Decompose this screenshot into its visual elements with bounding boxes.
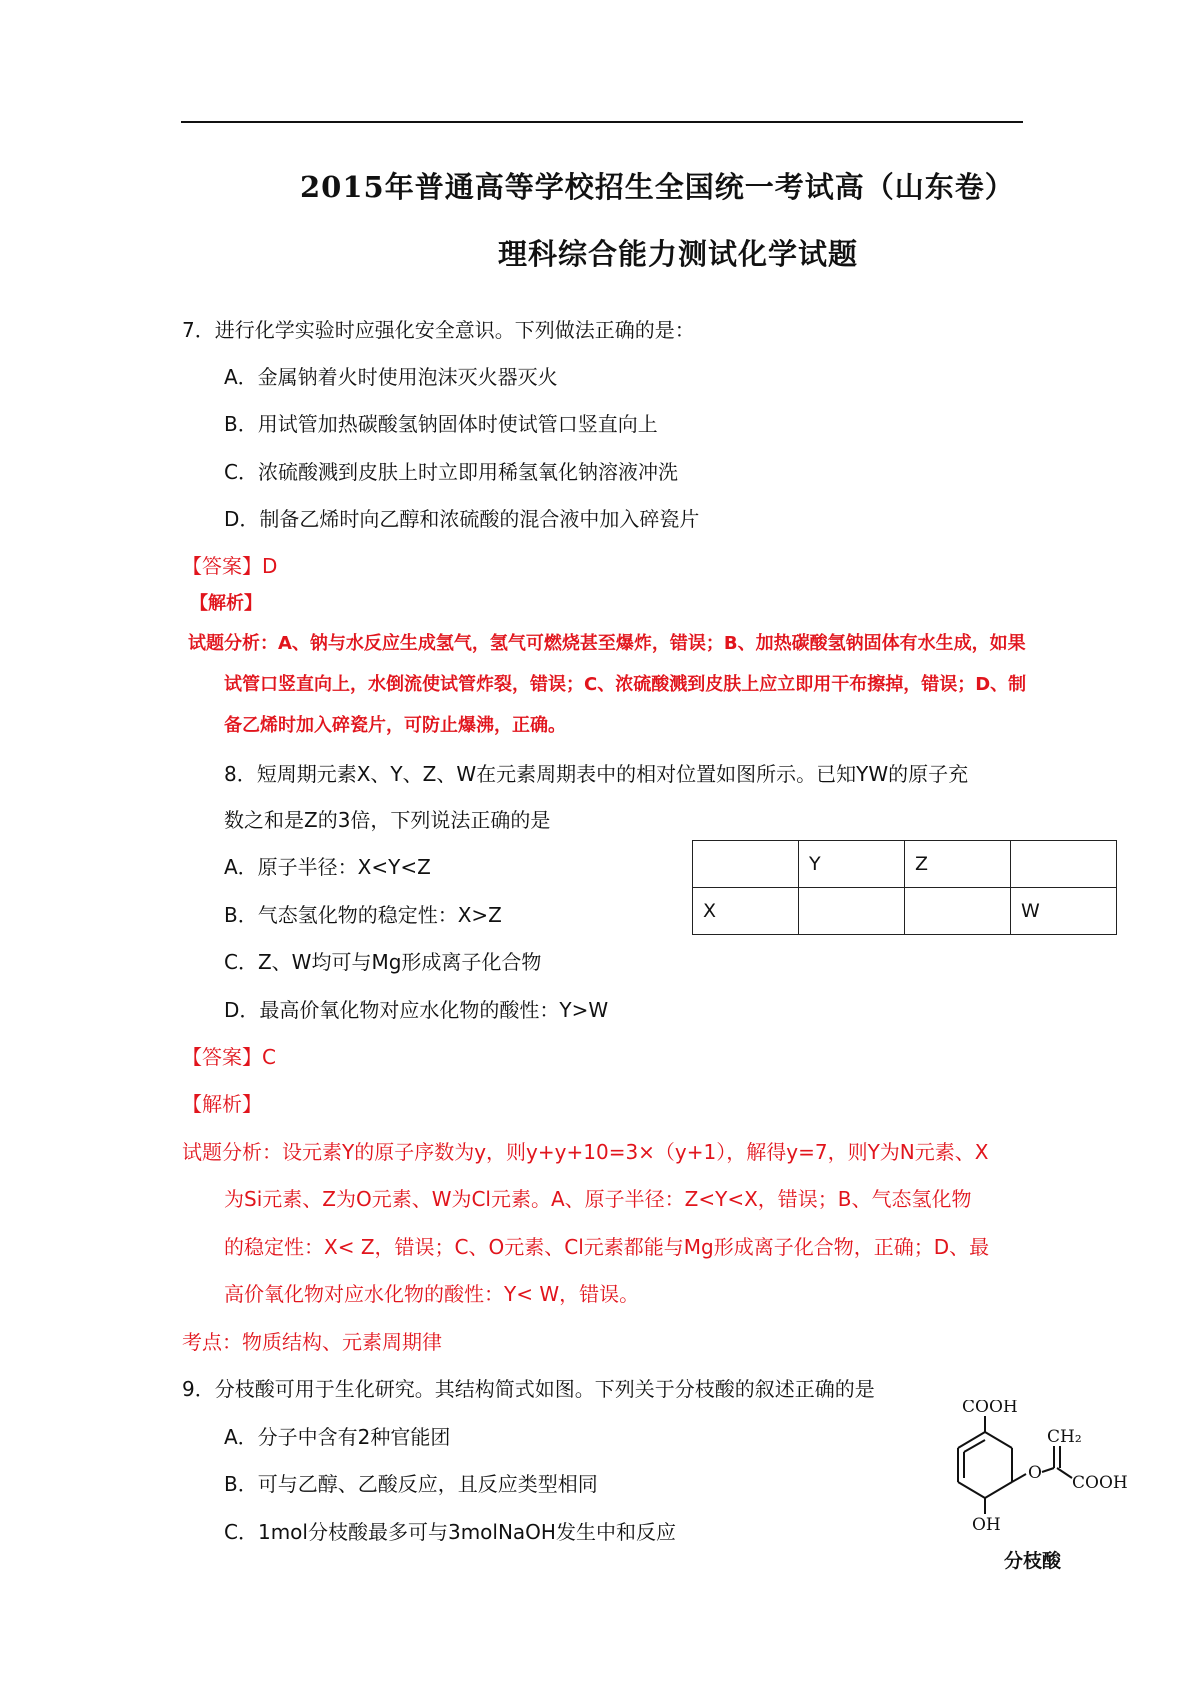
q7-option-c: C．浓硫酸溅到皮肤上时立即用稀氢氧化钠溶液冲洗 (224, 460, 678, 484)
table-cell (799, 888, 905, 935)
q8-answer-label: 【答案】 (182, 1045, 262, 1069)
q7-answer-value: D (262, 554, 278, 578)
table-cell: Y (799, 841, 905, 888)
structure-label: COOH (962, 1400, 1018, 1417)
q7-option-d: D．制备乙烯时向乙醇和浓硫酸的混合液中加入碎瓷片 (224, 507, 700, 531)
table-cell (905, 888, 1011, 935)
q8-option-b: B．气态氢化物的稳定性：X>Z (224, 903, 502, 927)
q9-option-c: C．1mol分枝酸最多可与3molNaOH发生中和反应 (224, 1520, 676, 1544)
q8-analysis-label: 【解析】 (182, 1092, 262, 1116)
periodic-table-fragment (692, 840, 1117, 935)
q7-option-a: A．金属钠着火时使用泡沫灭火器灭火 (224, 365, 558, 389)
q8-answer (182, 1045, 276, 1069)
q9-option-b: B．可与乙醇、乙酸反应，且反应类型相同 (224, 1472, 598, 1496)
table-cell (1011, 841, 1117, 888)
table-cell (693, 841, 799, 888)
q7-analysis-line: 试管口竖直向上，水倒流使试管炸裂，错误；C、浓硫酸溅到皮肤上应立即用干布擦掉，错误；D、制 (224, 674, 1027, 695)
q9-stem: 9．分枝酸可用于生化研究。其结构简式如图。下列关于分枝酸的叙述正确的是 (182, 1377, 875, 1401)
exam-title: 2015年普通高等学校招生全国统一考试高（山东卷） (300, 170, 1015, 204)
q7-option-b: B．用试管加热碳酸氢钠固体时使试管口竖直向上 (224, 412, 658, 436)
q7-analysis-label: 【解析】 (190, 593, 262, 614)
structure-label: COOH (1072, 1473, 1128, 1493)
q7-answer (182, 554, 277, 578)
table-cell: X (693, 888, 799, 935)
table-row (693, 841, 1117, 888)
q8-analysis-line: 试题分析：设元素Y的原子序数为y，则y+y+10=3×（y+1），解得y=7，则Y为N元素、X (182, 1140, 989, 1164)
structure-label: CH₂ (1047, 1427, 1082, 1447)
q9-option-a: A．分子中含有2种官能团 (224, 1425, 451, 1449)
q8-stem-cont: 数之和是Z的3倍，下列说法正确的是 (224, 808, 551, 832)
structure-label: OH (972, 1515, 1001, 1535)
exam-subtitle: 理科综合能力测试化学试题 (498, 237, 859, 271)
q7-answer-label: 【答案】 (182, 554, 262, 578)
table-cell: W (1011, 888, 1117, 935)
q7-analysis-line: 试题分析：A、钠与水反应生成氢气，氢气可燃烧甚至爆炸，错误；B、加热碳酸氢钠固体有水生成，如果 (188, 633, 1026, 654)
q8-stem: 8．短周期元素X、Y、Z、W在元素周期表中的相对位置如图所示。已知YW的原子充 (224, 762, 969, 786)
table-row (693, 888, 1117, 935)
structure-drawing (930, 1400, 1130, 1550)
q7-analysis-line: 备乙烯时加入碎瓷片，可防止爆沸，正确。 (224, 715, 566, 736)
structure-name: 分枝酸 (1004, 1550, 1062, 1572)
header-rule (181, 121, 1023, 123)
q7-stem: 7．进行化学实验时应强化安全意识。下列做法正确的是： (182, 318, 695, 342)
q8-answer-value: C (262, 1045, 276, 1069)
q8-analysis-line: 高价氧化物对应水化物的酸性：Y< W，错误。 (224, 1282, 640, 1306)
q8-option-a: A．原子半径：X<Y<Z (224, 855, 431, 879)
structure-label: O (1028, 1463, 1042, 1483)
table-cell: Z (905, 841, 1011, 888)
q8-option-d: D．最高价氧化物对应水化物的酸性：Y>W (224, 998, 609, 1022)
q8-kaodian: 考点：物质结构、元素周期律 (182, 1330, 442, 1354)
q8-option-c: C．Z、W均可与Mg形成离子化合物 (224, 950, 542, 974)
q8-analysis-line: 的稳定性：X< Z，错误；C、O元素、Cl元素都能与Mg形成离子化合物，正确；D、最 (224, 1235, 990, 1259)
q8-analysis-line: 为Si元素、Z为O元素、W为Cl元素。A、原子半径：Z<Y<X，错误；B、气态氢化物 (224, 1187, 972, 1211)
